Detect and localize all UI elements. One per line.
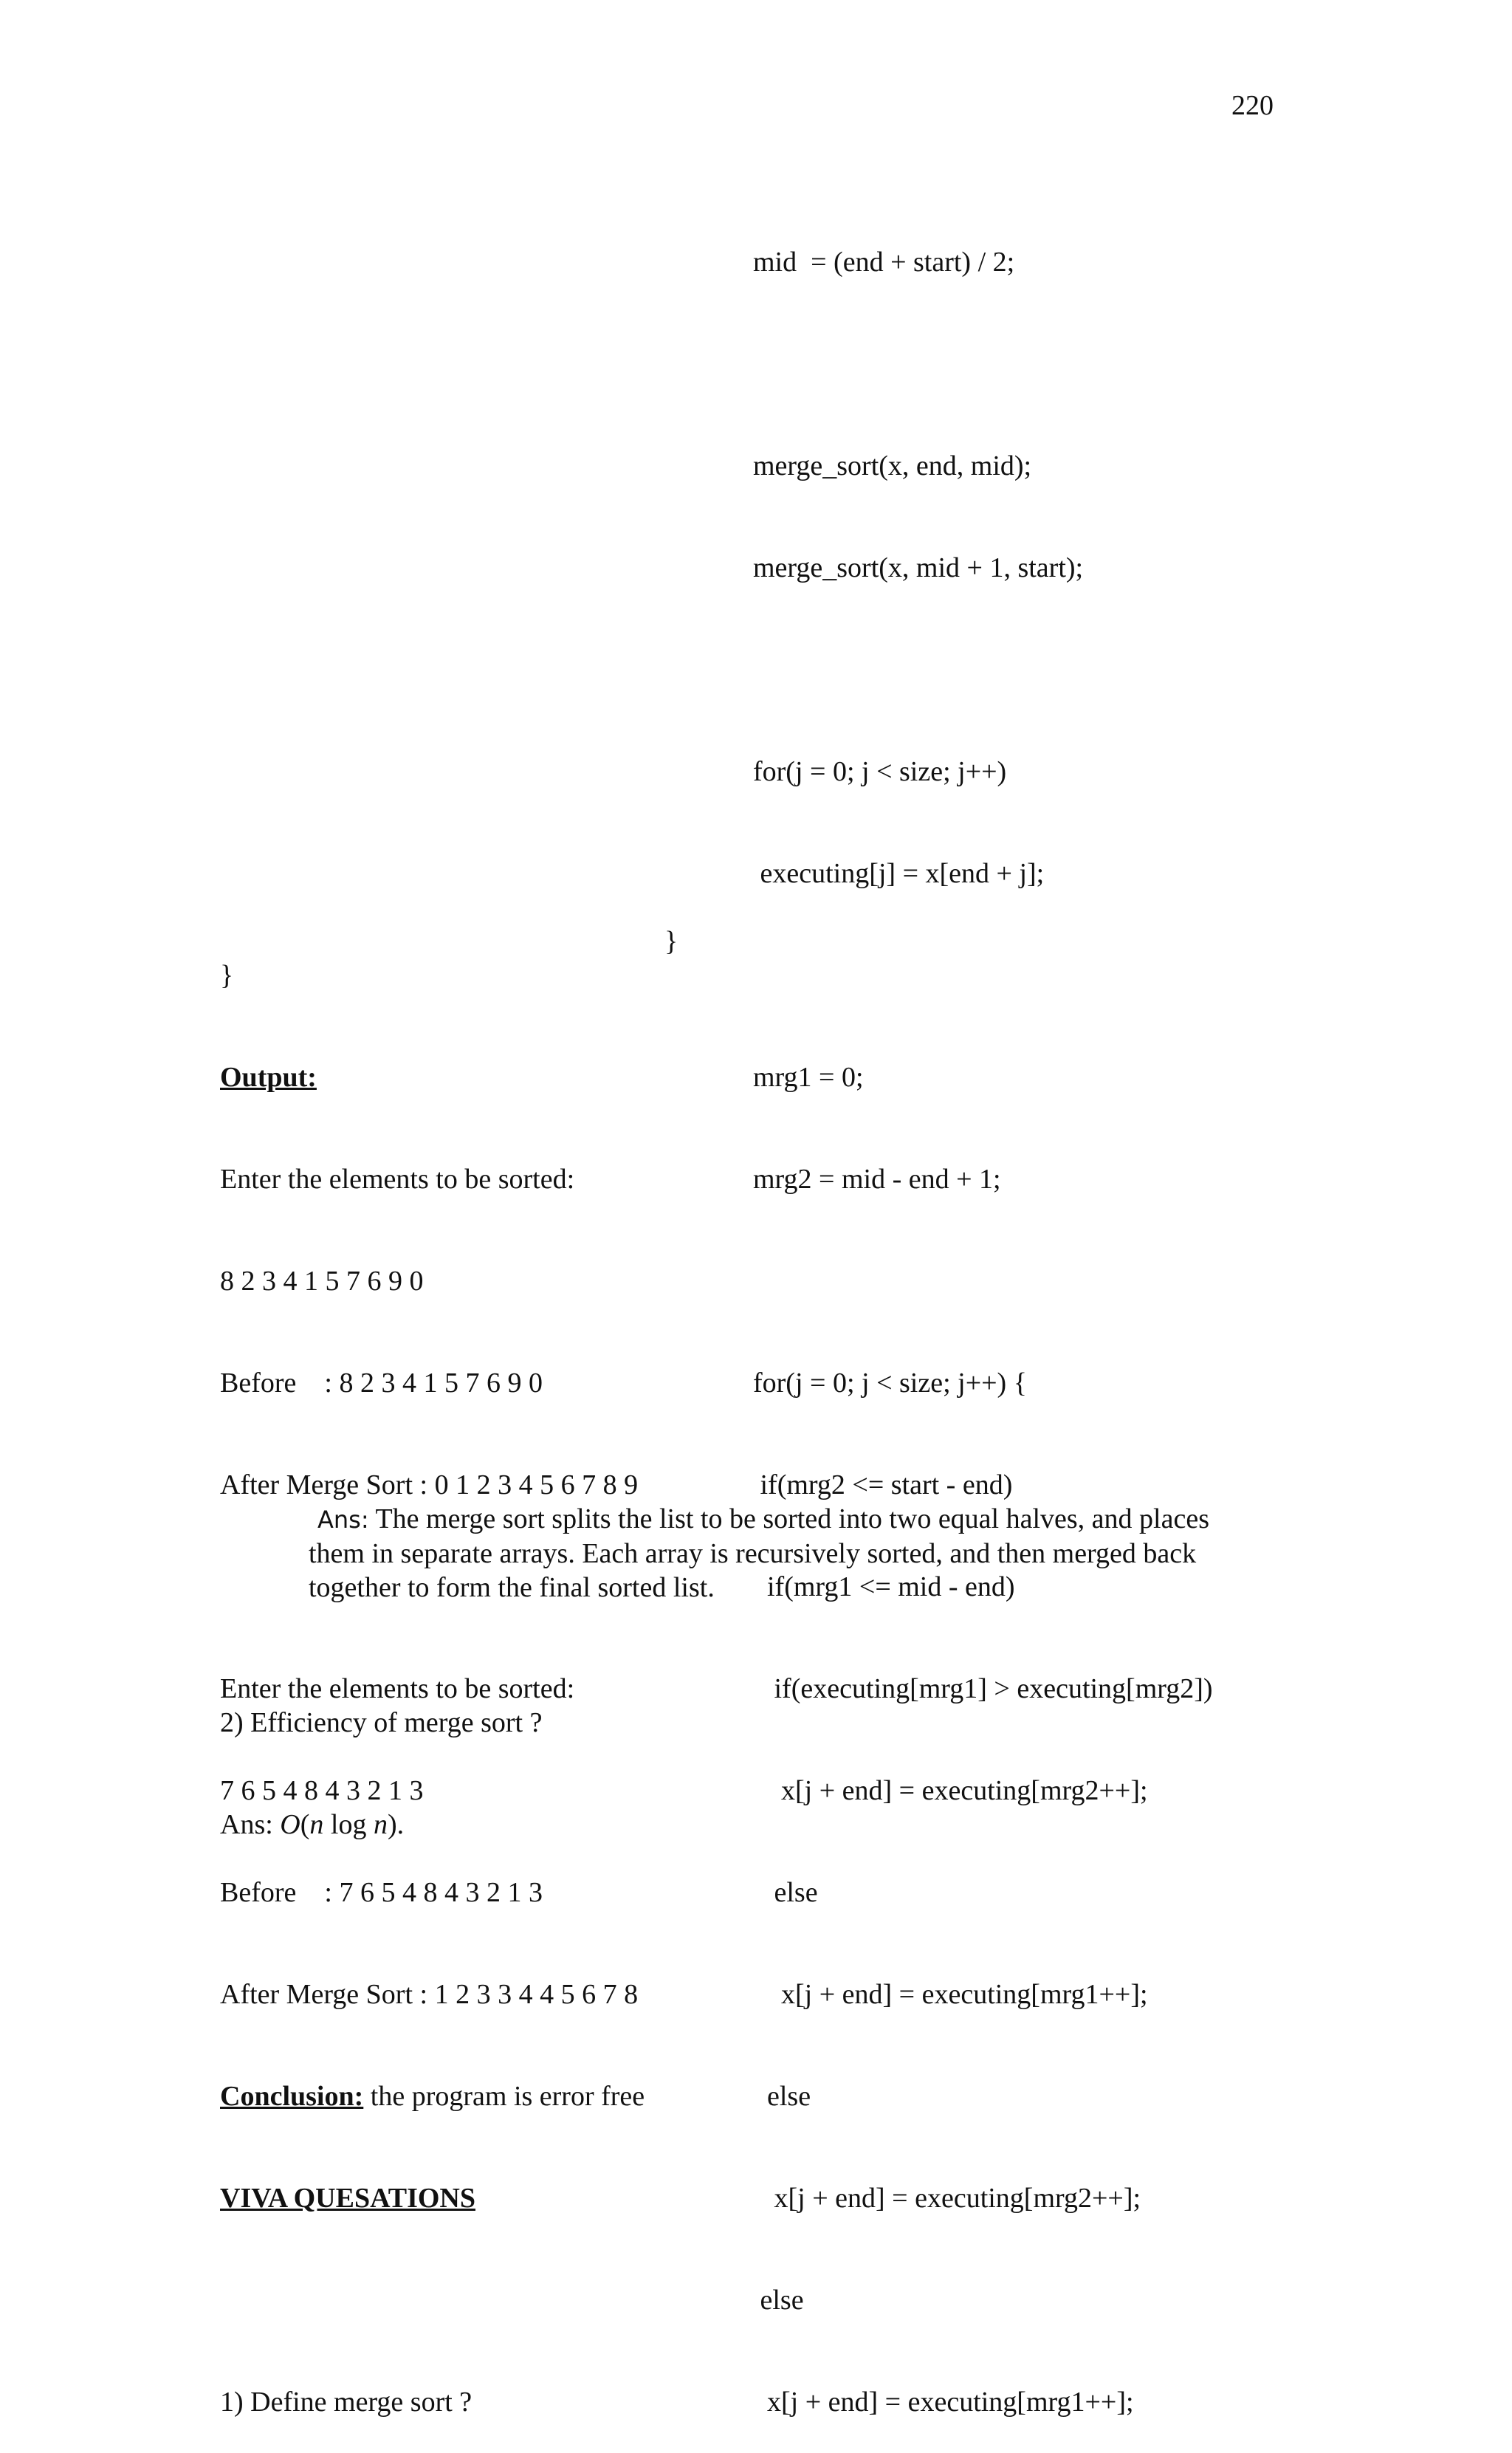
code-line: else — [753, 2081, 811, 2112]
conclusion-line — [220, 2079, 645, 2113]
code-line: mid = (end + start) / 2; — [753, 247, 1015, 278]
answer-1-label: Ans: — [317, 1506, 369, 1534]
answer-2-log: log — [323, 1809, 374, 1840]
code-line — [753, 958, 1213, 992]
code-line: else — [753, 2285, 804, 2316]
code-line: x[j + end] = executing[mrg1++]; — [753, 1979, 1148, 2010]
code-line: if(executing[mrg1] > executing[mrg2]) — [753, 1673, 1213, 1704]
answer-2-n2: n — [373, 1809, 388, 1840]
code-line: x[j + end] = executing[mrg1++]; — [753, 2387, 1134, 2418]
code-line: x[j + end] = executing[mrg2++]; — [753, 2183, 1141, 2214]
code-line — [753, 653, 1213, 687]
answer-2-o: O — [280, 1809, 300, 1840]
code-line: for(j = 0; j < size; j++) — [753, 756, 1007, 787]
code-line — [753, 347, 1213, 381]
run-1-before: Before : 8 2 3 4 1 5 7 6 9 0 — [220, 1368, 543, 1399]
conclusion-label: Conclusion: — [220, 2081, 364, 2112]
viva-question-2-section — [220, 1638, 542, 1876]
closing-brace-outer: } — [220, 960, 234, 991]
code-line: executing[j] = x[end + j]; — [753, 858, 1045, 889]
run-2-before: Before : 7 6 5 4 8 4 3 2 1 3 — [220, 1877, 543, 1908]
viva-question-1: 1) Define merge sort ? — [220, 2387, 472, 2418]
answer-2-prefix: Ans: — [220, 1809, 281, 1840]
run-2-input: 7 6 5 4 8 4 3 2 1 3 — [220, 1775, 424, 1806]
answer-2-close: ). — [387, 1809, 405, 1840]
run-1-after: After Merge Sort : 0 1 2 3 4 5 6 7 8 9 — [220, 1469, 639, 1500]
answer-1-text: The merge sort splits the list to be sorted into two equal halves, and places them in separate arrays. Each array is recursively sorted, and then merged back together to form the final sorted list. — [309, 1503, 1209, 1603]
closing-brace-inner: } — [664, 926, 678, 957]
page-number: 220 — [1231, 90, 1274, 121]
code-listing — [753, 177, 1213, 2453]
code-line: if(mrg2 <= start - end) — [753, 1469, 1013, 1500]
code-line: else — [753, 1877, 818, 1908]
answer-2-n1: n — [309, 1809, 324, 1840]
output-heading: Output: — [220, 1062, 317, 1093]
code-line — [753, 1264, 1213, 1298]
run-2-after: After Merge Sort : 1 2 3 3 4 4 5 6 7 8 — [220, 1979, 639, 2010]
run-2-prompt: Enter the elements to be sorted: — [220, 1673, 575, 1704]
viva-answer-1 — [309, 1502, 1268, 1605]
code-line: merge_sort(x, mid + 1, start); — [753, 552, 1084, 583]
run-1-prompt: Enter the elements to be sorted: — [220, 1164, 575, 1195]
answer-2-open: ( — [300, 1809, 310, 1840]
viva-question-2: 2) Efficiency of merge sort ? — [220, 1707, 543, 1738]
code-line: if(mrg1 <= mid - end) — [753, 1571, 1015, 1602]
code-line: mrg1 = 0; — [753, 1062, 864, 1093]
viva-answer-2 — [220, 1808, 542, 1842]
code-line: for(j = 0; j < size; j++) { — [753, 1368, 1027, 1399]
conclusion-text: the program is error free — [363, 2081, 645, 2112]
viva-heading: VIVA QUESATIONS — [220, 2183, 475, 2214]
blank-line — [220, 2283, 645, 2317]
code-line: x[j + end] = executing[mrg2++]; — [753, 1775, 1148, 1806]
code-line: merge_sort(x, end, mid); — [753, 450, 1032, 481]
run-1-input: 8 2 3 4 1 5 7 6 9 0 — [220, 1266, 424, 1297]
code-line: mrg2 = mid - end + 1; — [753, 1164, 1001, 1195]
